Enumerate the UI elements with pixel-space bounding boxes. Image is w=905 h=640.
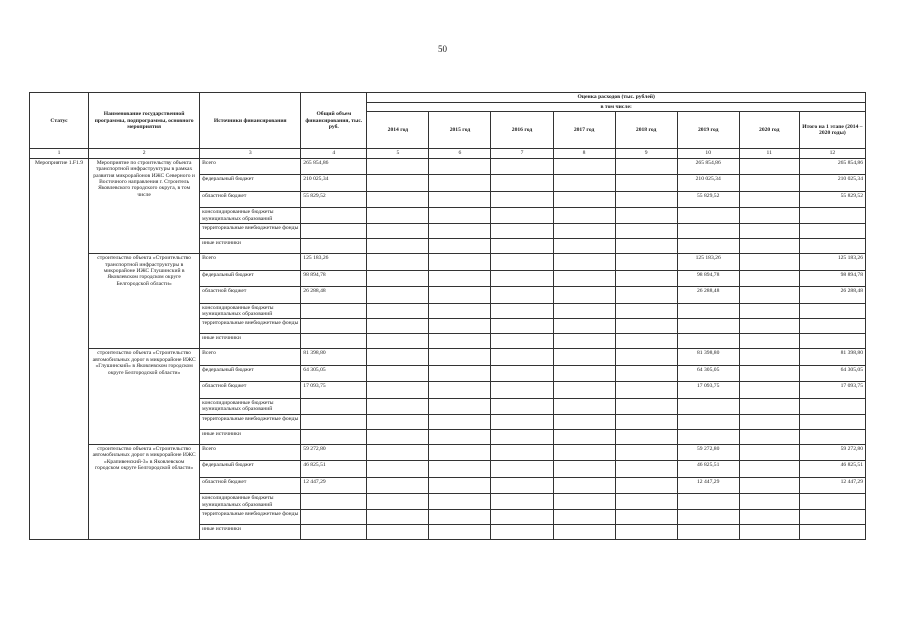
event-name-cell: строительство объекта «Строительство автомобильных дорог в микрорайоне ИЖС «Глушинский» в Яковлевском городском округе Белгородской области»	[89, 349, 200, 444]
funding-source-cell: территориальные внебюджетные фонды	[200, 224, 301, 239]
funding-source-cell: Всего	[200, 254, 301, 271]
year-2016-cell	[491, 334, 553, 349]
year-2015-cell	[429, 461, 491, 478]
year-2014-cell	[367, 365, 429, 382]
header-sources: Источники финансирования	[200, 93, 301, 149]
year-2017-cell	[553, 158, 615, 175]
stage-total-cell	[799, 398, 865, 414]
year-2019-cell	[677, 319, 739, 334]
year-2015-cell	[429, 349, 491, 366]
stage-total-cell	[799, 510, 865, 525]
event-name-cell: строительство объекта «Строительство автомобильных дорог в микрорайоне ИЖС «Крапивенский-3» в Яковлевском городском округе Белгородской области»	[89, 444, 200, 539]
total-amount-cell: 125 183,26	[301, 254, 367, 271]
year-2016-cell	[491, 158, 553, 175]
year-2015-cell	[429, 510, 491, 525]
year-2016-cell	[491, 382, 553, 399]
total-amount-cell	[301, 334, 367, 349]
funding-source-cell: областной бюджет	[200, 382, 301, 399]
stage-total-cell: 55 829,52	[799, 191, 865, 208]
year-2018-cell	[615, 208, 677, 224]
stage-total-cell: 26 288,48	[799, 287, 865, 304]
year-2017-cell	[553, 175, 615, 192]
year-2020-cell	[739, 287, 799, 304]
year-2020-cell	[739, 349, 799, 366]
stage-total-cell	[799, 334, 865, 349]
header-year-2020: 2020 год	[739, 112, 799, 149]
year-2018-cell	[615, 334, 677, 349]
column-number: 8	[553, 149, 615, 158]
stage-total-cell: 210 025,34	[799, 175, 865, 192]
year-2015-cell	[429, 382, 491, 399]
year-2019-cell: 12 447,29	[677, 477, 739, 494]
total-amount-cell: 210 025,34	[301, 175, 367, 192]
year-2016-cell	[491, 270, 553, 287]
year-2014-cell	[367, 429, 429, 444]
year-2016-cell	[491, 175, 553, 192]
total-amount-cell	[301, 510, 367, 525]
event-name-cell: Мероприятие по строительству объекта транспортной инфраструктуры в рамках развития микрорайонов ИЖС Северного и Восточного направления г. Строитель Яковлевского городского округа, в том числе	[89, 158, 200, 253]
year-2020-cell	[739, 158, 799, 175]
page-number: 50	[438, 44, 447, 54]
year-2020-cell	[739, 303, 799, 319]
year-2016-cell	[491, 254, 553, 271]
total-amount-cell: 98 894,78	[301, 270, 367, 287]
total-amount-cell	[301, 525, 367, 540]
column-number: 4	[301, 149, 367, 158]
year-2018-cell	[615, 461, 677, 478]
year-2014-cell	[367, 254, 429, 271]
stage-total-cell: 125 183,26	[799, 254, 865, 271]
column-number: 9	[615, 149, 677, 158]
year-2018-cell	[615, 349, 677, 366]
header-including: в том числе:	[367, 103, 866, 112]
year-2020-cell	[739, 461, 799, 478]
table-row	[30, 158, 866, 175]
year-2016-cell	[491, 461, 553, 478]
year-2017-cell	[553, 208, 615, 224]
header-estimate: Оценка расходов (тыс. рублей)	[367, 93, 866, 103]
year-2015-cell	[429, 398, 491, 414]
funding-source-cell: федеральный бюджет	[200, 365, 301, 382]
stage-total-cell: 98 894,78	[799, 270, 865, 287]
year-2016-cell	[491, 191, 553, 208]
total-amount-cell	[301, 239, 367, 254]
column-number: 10	[677, 149, 739, 158]
year-2019-cell	[677, 208, 739, 224]
header-stage-total: Итого на 1 этапе (2014 – 2020 годы)	[799, 112, 865, 149]
column-number: 6	[429, 149, 491, 158]
funding-source-cell: Всего	[200, 158, 301, 175]
year-2019-cell	[677, 224, 739, 239]
total-amount-cell: 26 288,48	[301, 287, 367, 304]
year-2020-cell	[739, 270, 799, 287]
total-amount-cell	[301, 429, 367, 444]
funding-source-cell: федеральный бюджет	[200, 175, 301, 192]
stage-total-cell	[799, 525, 865, 540]
stage-total-cell: 17 093,75	[799, 382, 865, 399]
year-2020-cell	[739, 477, 799, 494]
year-2017-cell	[553, 429, 615, 444]
status-cell: Мероприятие 1.F1.9	[30, 158, 89, 539]
year-2019-cell	[677, 239, 739, 254]
funding-source-cell: консолидированные бюджеты муниципальных образований	[200, 494, 301, 510]
column-number: 7	[491, 149, 553, 158]
year-2016-cell	[491, 349, 553, 366]
total-amount-cell: 12 447,29	[301, 477, 367, 494]
stage-total-cell: 265 854,86	[799, 158, 865, 175]
year-2018-cell	[615, 191, 677, 208]
year-2020-cell	[739, 319, 799, 334]
year-2019-cell: 265 854,86	[677, 158, 739, 175]
year-2019-cell	[677, 429, 739, 444]
stage-total-cell	[799, 414, 865, 429]
year-2015-cell	[429, 414, 491, 429]
year-2020-cell	[739, 365, 799, 382]
year-2017-cell	[553, 382, 615, 399]
year-2016-cell	[491, 303, 553, 319]
funding-source-cell: консолидированные бюджеты муниципальных образований	[200, 208, 301, 224]
year-2015-cell	[429, 239, 491, 254]
year-2017-cell	[553, 444, 615, 461]
event-name-cell: строительство объекта «Строительство транспортной инфраструктуры в микрорайоне ИЖС Глушинский в Яковлевском городском округе Белгородской области»	[89, 254, 200, 349]
year-2016-cell	[491, 365, 553, 382]
stage-total-cell	[799, 319, 865, 334]
table-row	[30, 254, 866, 271]
year-2018-cell	[615, 414, 677, 429]
year-2016-cell	[491, 510, 553, 525]
total-amount-cell	[301, 303, 367, 319]
stage-total-cell: 59 272,80	[799, 444, 865, 461]
year-2014-cell	[367, 525, 429, 540]
year-2020-cell	[739, 429, 799, 444]
year-2015-cell	[429, 270, 491, 287]
total-amount-cell: 64 305,05	[301, 365, 367, 382]
year-2014-cell	[367, 303, 429, 319]
year-2017-cell	[553, 270, 615, 287]
year-2019-cell: 17 093,75	[677, 382, 739, 399]
year-2017-cell	[553, 494, 615, 510]
total-amount-cell: 17 093,75	[301, 382, 367, 399]
header-year-2017: 2017 год	[553, 112, 615, 149]
year-2014-cell	[367, 208, 429, 224]
column-number: 3	[200, 149, 301, 158]
funding-source-cell: территориальные внебюджетные фонды	[200, 510, 301, 525]
table-body	[30, 158, 866, 539]
year-2018-cell	[615, 175, 677, 192]
year-2014-cell	[367, 158, 429, 175]
year-2014-cell	[367, 224, 429, 239]
year-2014-cell	[367, 349, 429, 366]
year-2019-cell: 26 288,48	[677, 287, 739, 304]
year-2014-cell	[367, 461, 429, 478]
year-2015-cell	[429, 254, 491, 271]
column-number: 11	[739, 149, 799, 158]
funding-source-cell: консолидированные бюджеты муниципальных образований	[200, 398, 301, 414]
year-2017-cell	[553, 398, 615, 414]
year-2019-cell: 64 305,05	[677, 365, 739, 382]
total-amount-cell: 59 272,80	[301, 444, 367, 461]
funding-source-cell: иные источники	[200, 334, 301, 349]
stage-total-cell	[799, 303, 865, 319]
year-2018-cell	[615, 494, 677, 510]
total-amount-cell: 81 398,80	[301, 349, 367, 366]
year-2017-cell	[553, 349, 615, 366]
total-amount-cell: 55 829,52	[301, 191, 367, 208]
budget-table	[29, 92, 866, 540]
year-2015-cell	[429, 208, 491, 224]
year-2016-cell	[491, 287, 553, 304]
total-amount-cell	[301, 224, 367, 239]
year-2014-cell	[367, 270, 429, 287]
year-2014-cell	[367, 175, 429, 192]
year-2017-cell	[553, 287, 615, 304]
year-2017-cell	[553, 477, 615, 494]
stage-total-cell: 46 825,51	[799, 461, 865, 478]
header-year-2014: 2014 год	[367, 112, 429, 149]
year-2019-cell	[677, 494, 739, 510]
year-2018-cell	[615, 254, 677, 271]
year-2016-cell	[491, 398, 553, 414]
year-2015-cell	[429, 525, 491, 540]
column-number: 1	[30, 149, 89, 158]
stage-total-cell	[799, 208, 865, 224]
year-2019-cell	[677, 414, 739, 429]
year-2016-cell	[491, 319, 553, 334]
year-2015-cell	[429, 334, 491, 349]
total-amount-cell: 46 825,51	[301, 461, 367, 478]
total-amount-cell: 265 854,86	[301, 158, 367, 175]
year-2018-cell	[615, 444, 677, 461]
year-2020-cell	[739, 224, 799, 239]
year-2018-cell	[615, 319, 677, 334]
year-2015-cell	[429, 494, 491, 510]
year-2020-cell	[739, 175, 799, 192]
stage-total-cell	[799, 494, 865, 510]
header-status: Статус	[30, 93, 89, 149]
year-2017-cell	[553, 461, 615, 478]
year-2019-cell	[677, 525, 739, 540]
year-2014-cell	[367, 382, 429, 399]
year-2015-cell	[429, 287, 491, 304]
year-2020-cell	[739, 525, 799, 540]
column-number-row	[30, 149, 866, 158]
year-2017-cell	[553, 525, 615, 540]
stage-total-cell	[799, 239, 865, 254]
total-amount-cell	[301, 319, 367, 334]
year-2018-cell	[615, 303, 677, 319]
year-2014-cell	[367, 494, 429, 510]
total-amount-cell	[301, 414, 367, 429]
year-2017-cell	[553, 334, 615, 349]
funding-source-cell: федеральный бюджет	[200, 461, 301, 478]
year-2020-cell	[739, 382, 799, 399]
year-2017-cell	[553, 191, 615, 208]
header-year-2018: 2018 год	[615, 112, 677, 149]
year-2018-cell	[615, 510, 677, 525]
year-2018-cell	[615, 287, 677, 304]
stage-total-cell: 81 398,80	[799, 349, 865, 366]
year-2016-cell	[491, 224, 553, 239]
year-2018-cell	[615, 365, 677, 382]
funding-source-cell: иные источники	[200, 429, 301, 444]
total-amount-cell	[301, 494, 367, 510]
year-2017-cell	[553, 319, 615, 334]
year-2020-cell	[739, 444, 799, 461]
year-2020-cell	[739, 191, 799, 208]
year-2014-cell	[367, 398, 429, 414]
stage-total-cell	[799, 224, 865, 239]
year-2015-cell	[429, 303, 491, 319]
funding-source-cell: областной бюджет	[200, 287, 301, 304]
column-number: 12	[799, 149, 865, 158]
header-year-2016: 2016 год	[491, 112, 553, 149]
year-2014-cell	[367, 414, 429, 429]
funding-source-cell: территориальные внебюджетные фонды	[200, 319, 301, 334]
year-2019-cell: 98 894,78	[677, 270, 739, 287]
year-2014-cell	[367, 444, 429, 461]
stage-total-cell: 64 305,05	[799, 365, 865, 382]
year-2019-cell: 59 272,80	[677, 444, 739, 461]
year-2019-cell	[677, 510, 739, 525]
table-row	[30, 349, 866, 366]
year-2018-cell	[615, 158, 677, 175]
stage-total-cell: 12 447,29	[799, 477, 865, 494]
total-amount-cell	[301, 398, 367, 414]
year-2015-cell	[429, 444, 491, 461]
year-2014-cell	[367, 334, 429, 349]
year-2016-cell	[491, 414, 553, 429]
year-2016-cell	[491, 239, 553, 254]
year-2020-cell	[739, 414, 799, 429]
year-2015-cell	[429, 158, 491, 175]
funding-source-cell: Всего	[200, 444, 301, 461]
year-2020-cell	[739, 254, 799, 271]
year-2017-cell	[553, 303, 615, 319]
year-2020-cell	[739, 334, 799, 349]
year-2015-cell	[429, 477, 491, 494]
stage-total-cell	[799, 429, 865, 444]
column-number: 2	[89, 149, 200, 158]
year-2014-cell	[367, 477, 429, 494]
year-2015-cell	[429, 224, 491, 239]
funding-source-cell: территориальные внебюджетные фонды	[200, 414, 301, 429]
year-2015-cell	[429, 175, 491, 192]
header-total: Общий объем финансирования, тыс. руб.	[301, 93, 367, 149]
year-2016-cell	[491, 429, 553, 444]
year-2018-cell	[615, 382, 677, 399]
funding-source-cell: областной бюджет	[200, 477, 301, 494]
year-2018-cell	[615, 525, 677, 540]
header-year-2019: 2019 год	[677, 112, 739, 149]
year-2017-cell	[553, 239, 615, 254]
year-2018-cell	[615, 239, 677, 254]
year-2019-cell	[677, 303, 739, 319]
year-2019-cell: 55 829,52	[677, 191, 739, 208]
year-2020-cell	[739, 208, 799, 224]
year-2016-cell	[491, 494, 553, 510]
funding-source-cell: консолидированные бюджеты муниципальных образований	[200, 303, 301, 319]
year-2019-cell	[677, 398, 739, 414]
funding-source-cell: иные источники	[200, 525, 301, 540]
year-2016-cell	[491, 477, 553, 494]
year-2017-cell	[553, 254, 615, 271]
year-2016-cell	[491, 208, 553, 224]
header-name: Наименование государственной программы, подпрограммы, основного мероприятия	[89, 93, 200, 149]
year-2014-cell	[367, 319, 429, 334]
year-2015-cell	[429, 191, 491, 208]
year-2019-cell: 46 825,51	[677, 461, 739, 478]
header-year-2015: 2015 год	[429, 112, 491, 149]
year-2019-cell: 125 183,26	[677, 254, 739, 271]
year-2017-cell	[553, 414, 615, 429]
year-2014-cell	[367, 191, 429, 208]
year-2015-cell	[429, 429, 491, 444]
year-2017-cell	[553, 510, 615, 525]
year-2015-cell	[429, 365, 491, 382]
year-2020-cell	[739, 494, 799, 510]
year-2018-cell	[615, 429, 677, 444]
year-2014-cell	[367, 510, 429, 525]
year-2015-cell	[429, 319, 491, 334]
funding-source-cell: иные источники	[200, 239, 301, 254]
year-2019-cell: 210 025,34	[677, 175, 739, 192]
year-2019-cell	[677, 334, 739, 349]
year-2017-cell	[553, 224, 615, 239]
total-amount-cell	[301, 208, 367, 224]
year-2018-cell	[615, 270, 677, 287]
table-row	[30, 444, 866, 461]
column-number: 5	[367, 149, 429, 158]
year-2018-cell	[615, 224, 677, 239]
year-2016-cell	[491, 525, 553, 540]
year-2014-cell	[367, 287, 429, 304]
year-2017-cell	[553, 365, 615, 382]
funding-source-cell: Всего	[200, 349, 301, 366]
year-2014-cell	[367, 239, 429, 254]
year-2020-cell	[739, 510, 799, 525]
year-2018-cell	[615, 398, 677, 414]
year-2020-cell	[739, 398, 799, 414]
year-2018-cell	[615, 477, 677, 494]
funding-source-cell: федеральный бюджет	[200, 270, 301, 287]
year-2019-cell: 81 398,80	[677, 349, 739, 366]
year-2016-cell	[491, 444, 553, 461]
year-2020-cell	[739, 239, 799, 254]
funding-source-cell: областной бюджет	[200, 191, 301, 208]
